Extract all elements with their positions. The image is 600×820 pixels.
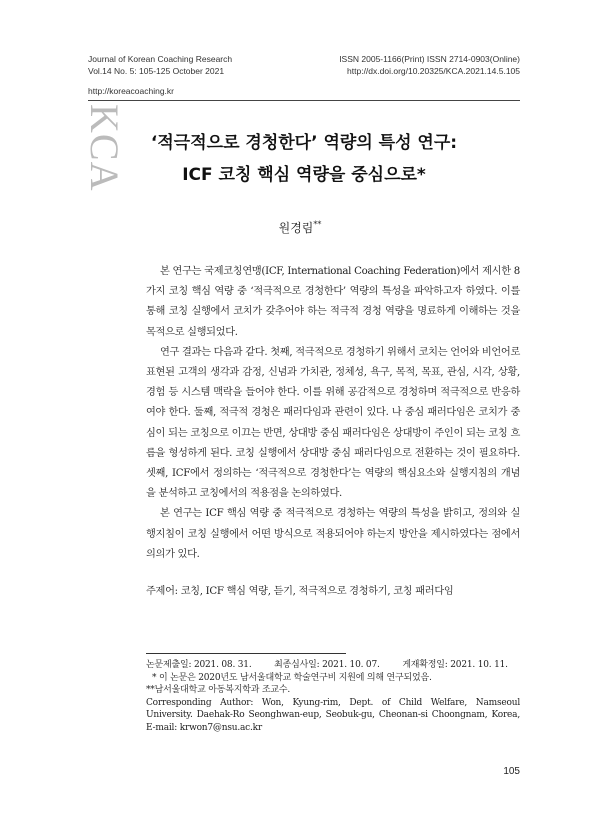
paper-title-line-1: ‘적극적으로 경청한다’ 역량의 특성 연구: bbox=[150, 133, 458, 153]
keywords-label: 주제어: bbox=[146, 586, 178, 597]
abstract bbox=[146, 262, 520, 565]
volume-info: Vol.14 No. 5: 105-125 October 2021 bbox=[88, 66, 225, 76]
keywords-text: 코칭, ICF 핵심 역량, 듣기, 적극적으로 경청하기, 코칭 패러다임 bbox=[180, 586, 454, 597]
journal-url[interactable]: http://koreacoaching.kr bbox=[88, 86, 174, 96]
footnote-divider bbox=[146, 653, 346, 654]
reviewed-date: 최종심사일: 2021. 10. 07. bbox=[274, 660, 380, 670]
author-name: 원경림 bbox=[278, 221, 314, 235]
journal-name: Journal of Korean Coaching Research bbox=[88, 54, 233, 64]
issn-header bbox=[339, 53, 520, 77]
correspondence-note: Corresponding Author: Won, Kyung-rim, Dept. of Child Welfare, Namseoul University. Daehak-Ro Seonghwan-eup, Seobuk-gu, Cheonan-si Choongnam, Korea, E-mail: krwon7@nsu.ac.kr bbox=[146, 697, 520, 733]
issn-info: ISSN 2005-1166(Print) ISSN 2714-0903(Online) bbox=[339, 54, 520, 64]
date-line bbox=[146, 659, 520, 672]
kca-logo-text: KCA bbox=[82, 104, 127, 192]
abstract-paragraph-2: 연구 결과는 다음과 같다. 첫째, 적극적으로 경청하기 위해서 코치는 언어와 비언어로 표현된 고객의 생각과 감정, 신념과 가치관, 정체성, 욕구, 목적, 목표, 관심, 시각, 상황, 경험 등 시스템 맥락을 들어야 한다. 이를 위해 공감적으로 경청하며 적극적으로 반응하여야 한다. 둘째, 적극적 경청은 패러다임과 관련이 있다. 나 중심 패러다임은 코치가 중심이 되는 코칭으로 이끄는 반면, 상대방 중심 패러다임은 상대방이 주인이 되는 코칭 흐름을 형성하게 된다. 코칭 실행에서 상대방 중심 패러다임으로 전환하는 것이 필요하다. 셋째, ICF에서 정의하는 ‘적극적으로 경청한다’는 역량의 핵심요소와 실행지침의 개념을 분석하고 코칭에서의 적용점을 논의하였다. bbox=[146, 346, 520, 500]
header-divider bbox=[88, 100, 520, 101]
funding-note: * 이 논문은 2020년도 남서울대학교 학술연구비 지원에 의해 연구되었음. bbox=[152, 672, 432, 683]
author bbox=[0, 219, 600, 236]
paper-title-line-2: ICF 코칭 핵심 역량을 중심으로* bbox=[182, 165, 426, 185]
journal-header bbox=[88, 53, 232, 77]
abstract-paragraph-1: 본 연구는 국제코칭연맹(ICF, International Coaching Federation)에서 제시한 8가지 코칭 핵심 역량 중 ‘적극적으로 경청한다’ 역량의 특성을 파악하고자 하였다. 이를 통해 코칭 실행에서 코치가 갖추어야 하는 적극적 경청 역량을 명료하게 이해하는 것을 목적으로 실행되었다. bbox=[146, 266, 520, 338]
accepted-date: 게재확정일: 2021. 10. 11. bbox=[402, 660, 508, 670]
affiliation-note: **남서울대학교 아동복지학과 조교수. bbox=[146, 685, 290, 695]
page-number: 105 bbox=[503, 766, 520, 777]
footnotes bbox=[146, 659, 520, 734]
abstract-paragraph-3: 본 연구는 ICF 핵심 역량 중 적극적으로 경청하는 역량의 특성을 밝히고, 정의와 실행지침이 코칭 실행에서 어떤 방식으로 적용되어야 하는지 방안을 제시하였다는 점에서 의의가 있다. bbox=[146, 508, 520, 560]
doi-link[interactable]: http://dx.doi.org/10.20325/KCA.2021.14.5.105 bbox=[347, 66, 520, 76]
keywords bbox=[146, 582, 520, 597]
author-mark: ** bbox=[313, 220, 322, 229]
received-date: 논문제출일: 2021. 08. 31. bbox=[146, 660, 252, 670]
